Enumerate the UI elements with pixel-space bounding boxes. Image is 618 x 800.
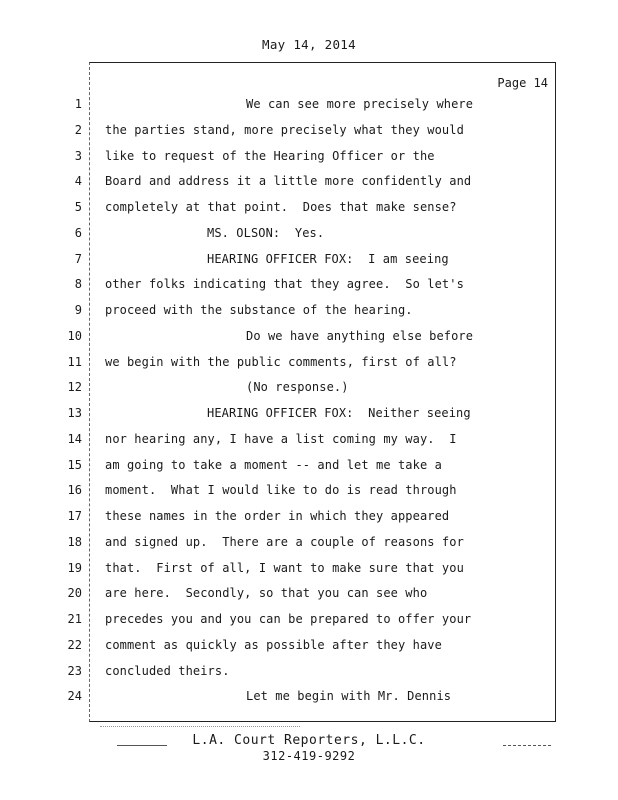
footer-phone: 312-419-9292 <box>262 749 356 763</box>
line-text: precedes you and you can be prepared to offer your <box>105 612 472 626</box>
line-number: 14 <box>67 431 82 446</box>
line-number: 1 <box>74 97 82 111</box>
line-text: concluded theirs. <box>105 663 230 678</box>
line-number: 7 <box>74 251 82 266</box>
line-text: these names in the order in which they appeared <box>105 509 450 523</box>
line-number: 15 <box>67 457 82 472</box>
line-text: proceed with the substance of the hearing. <box>105 303 413 317</box>
line-number: 4 <box>74 174 82 189</box>
line-number: 3 <box>74 148 82 163</box>
line-text: and signed up. There are a couple of reasons for <box>105 534 464 549</box>
line-text: comment as quickly as possible after they have <box>105 637 442 652</box>
line-number: 9 <box>74 303 82 317</box>
footer-company: L.A. Court Reporters, L.L.C. <box>192 733 426 748</box>
line-number: 22 <box>67 637 82 652</box>
line-text: that. First of all, I want to make sure that you <box>105 560 464 575</box>
line-text: completely at that point. Does that make sense? <box>105 200 457 214</box>
line-number: 10 <box>67 328 82 343</box>
line-text: am going to take a moment -- and let me take a <box>105 457 442 472</box>
line-text: Do we have anything else before <box>246 328 474 343</box>
line-number: 17 <box>67 509 82 523</box>
line-number: 2 <box>74 122 82 137</box>
line-number: 21 <box>67 612 82 626</box>
line-text: the parties stand, more precisely what they would <box>105 122 464 137</box>
line-text: nor hearing any, I have a list coming my way. I <box>105 431 457 446</box>
line-number: 24 <box>67 689 82 704</box>
line-number: 20 <box>67 586 82 601</box>
line-text: Let me begin with Mr. Dennis <box>246 689 452 704</box>
line-text: are here. Secondly, so that you can see who <box>105 586 428 601</box>
line-text: Board and address it a little more confidently and <box>105 174 472 189</box>
line-number: 13 <box>67 406 82 420</box>
line-text: like to request of the Hearing Officer or the <box>105 148 435 163</box>
line-text: HEARING OFFICER FOX: Neither seeing <box>207 406 471 420</box>
scan-mark-top <box>100 726 300 727</box>
line-number: 11 <box>67 354 82 369</box>
line-number: 5 <box>74 200 82 214</box>
line-text: other folks indicating that they agree. So let's <box>105 277 464 292</box>
line-text: MS. OLSON: Yes. <box>207 225 325 240</box>
line-number: 16 <box>67 483 82 498</box>
line-number: 8 <box>74 277 82 292</box>
line-number: 12 <box>67 380 82 395</box>
line-text: moment. What I would like to do is read through <box>105 483 457 498</box>
line-number: 19 <box>67 560 82 575</box>
line-number: 23 <box>67 663 82 678</box>
line-text: we begin with the public comments, first of all? <box>105 354 457 369</box>
line-number: 18 <box>67 534 82 549</box>
page-label: Page 14 <box>497 76 548 90</box>
line-text: We can see more precisely where <box>246 97 474 111</box>
header-date: May 14, 2014 <box>262 37 356 52</box>
line-text: HEARING OFFICER FOX: I am seeing <box>207 251 449 266</box>
line-number: 6 <box>74 225 82 240</box>
line-text: (No response.) <box>246 380 349 395</box>
